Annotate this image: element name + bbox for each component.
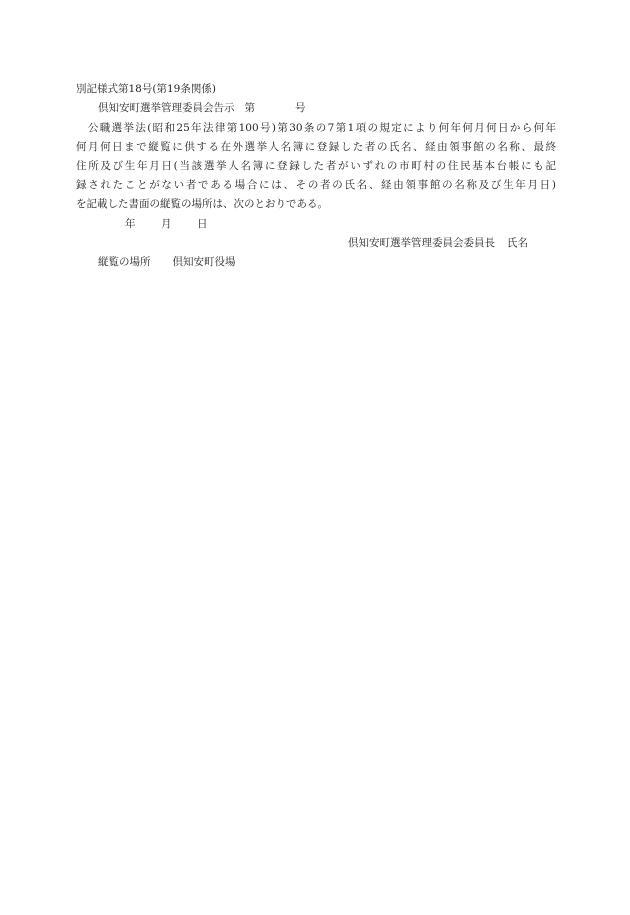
body-line: 録されたことがない者である場合には、その者の氏名、経由領事館の名称及び生年月日) xyxy=(76,179,556,191)
place-value: 倶知安町役場 xyxy=(172,256,236,268)
body-line: 公職選挙法(昭和25年法律第100号)第30条の7第1項の規定により何年何月何日から何年 xyxy=(76,122,556,134)
place-label: 縦覧の場所 xyxy=(98,256,151,268)
body-line: を記載した書面の縦覧の場所は、次のとおりである。 xyxy=(76,198,328,210)
date-day: 日 xyxy=(197,218,208,230)
notice-body xyxy=(76,119,556,214)
signer-name: 氏名 xyxy=(507,237,528,249)
date-year: 年 xyxy=(125,218,136,230)
place-line xyxy=(98,253,236,272)
date-month: 月 xyxy=(161,218,172,230)
notice-issuer: 倶知安町選挙管理委員会告示 xyxy=(98,102,235,114)
body-line: 住所及び生年月日(当該選挙人名簿に登録した者がいずれの市町村の住民基本台帳にも記 xyxy=(76,160,556,172)
signer-title: 倶知安町選挙管理委員会委員長 xyxy=(348,237,495,249)
date-line xyxy=(125,215,208,234)
notice-number-suffix: 号 xyxy=(295,102,306,114)
notice-title xyxy=(98,99,306,118)
body-line: 何月何日まで縦覧に供する在外選挙人名簿に登録した者の氏名、経由領事館の名称、最終 xyxy=(76,141,556,153)
notice-number-prefix: 第 xyxy=(244,102,255,114)
form-label: 別記様式第18号(第19条関係) xyxy=(76,83,216,95)
signer-line xyxy=(348,234,528,253)
